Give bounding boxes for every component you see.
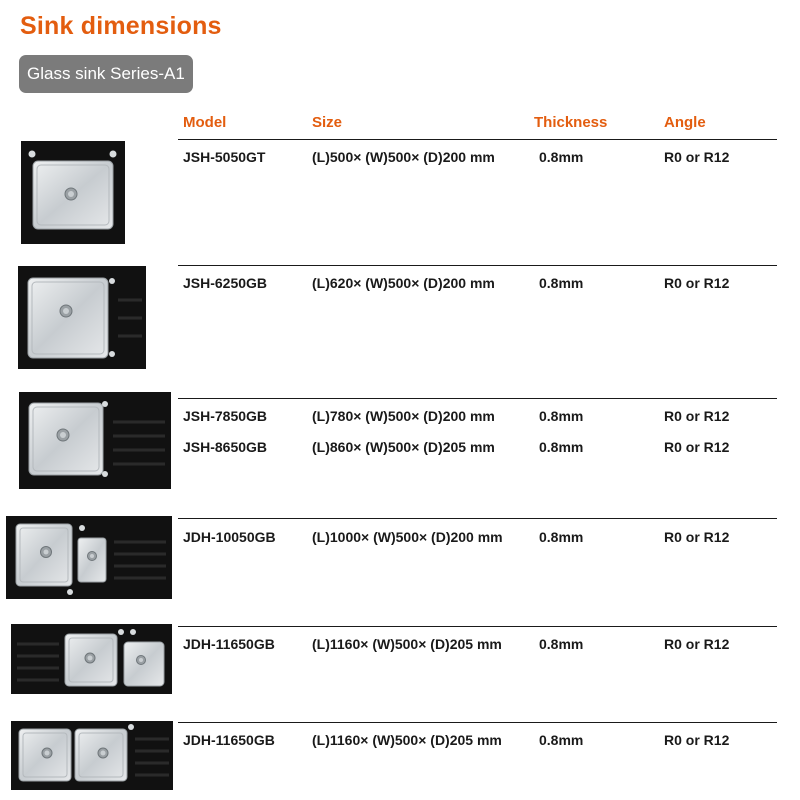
cell-thickness: 0.8mm	[539, 636, 584, 652]
cell-thickness: 0.8mm	[539, 732, 584, 748]
cell-model: JSH-8650GB	[183, 439, 268, 455]
cell-angle: R0 or R12	[664, 275, 730, 291]
header-size: Size	[312, 114, 343, 131]
cell-model: JSH-5050GT	[183, 149, 266, 165]
sink-jsh-6250gb-image	[18, 266, 146, 369]
cell-angle: R0 or R12	[664, 408, 730, 424]
table-divider	[178, 518, 777, 519]
cell-thickness: 0.8mm	[539, 439, 584, 455]
cell-size: (L)1160× (W)500× (D)205 mm	[312, 636, 502, 652]
cell-size: (L)1160× (W)500× (D)205 mm	[312, 732, 502, 748]
cell-angle: R0 or R12	[664, 149, 730, 165]
cell-thickness: 0.8mm	[539, 149, 584, 165]
cell-size: (L)620× (W)500× (D)200 mm	[312, 275, 495, 291]
cell-thickness: 0.8mm	[539, 275, 584, 291]
table-divider	[178, 139, 777, 140]
table-divider	[178, 722, 777, 723]
header-angle: Angle	[664, 114, 706, 131]
cell-model: JDH-11650GB	[183, 636, 275, 652]
cell-size: (L)860× (W)500× (D)205 mm	[312, 439, 495, 455]
cell-thickness: 0.8mm	[539, 529, 584, 545]
table-divider	[178, 265, 777, 266]
series-badge: Glass sink Series-A1	[19, 55, 193, 93]
cell-angle: R0 or R12	[664, 636, 730, 652]
header-model: Model	[183, 114, 227, 131]
cell-size: (L)500× (W)500× (D)200 mm	[312, 149, 495, 165]
table-divider	[178, 626, 777, 627]
page-title: Sink dimensions	[20, 12, 222, 40]
cell-model: JSH-7850GB	[183, 408, 268, 424]
sink-jsh-7850gb-image	[19, 392, 171, 489]
cell-angle: R0 or R12	[664, 732, 730, 748]
sink-jdh-10050gb-image	[6, 516, 172, 599]
cell-thickness: 0.8mm	[539, 408, 584, 424]
sink-jdh-11650gb-alt-image	[11, 721, 173, 790]
table-divider	[178, 398, 777, 399]
cell-size: (L)1000× (W)500× (D)200 mm	[312, 529, 503, 545]
header-thickness: Thickness	[534, 114, 608, 131]
cell-model: JDH-11650GB	[183, 732, 275, 748]
sink-jdh-11650gb-image	[11, 624, 172, 694]
cell-angle: R0 or R12	[664, 439, 730, 455]
cell-angle: R0 or R12	[664, 529, 730, 545]
cell-model: JSH-6250GB	[183, 275, 268, 291]
cell-size: (L)780× (W)500× (D)200 mm	[312, 408, 495, 424]
sink-jsh-5050gt-image	[21, 141, 125, 244]
cell-model: JDH-10050GB	[183, 529, 276, 545]
